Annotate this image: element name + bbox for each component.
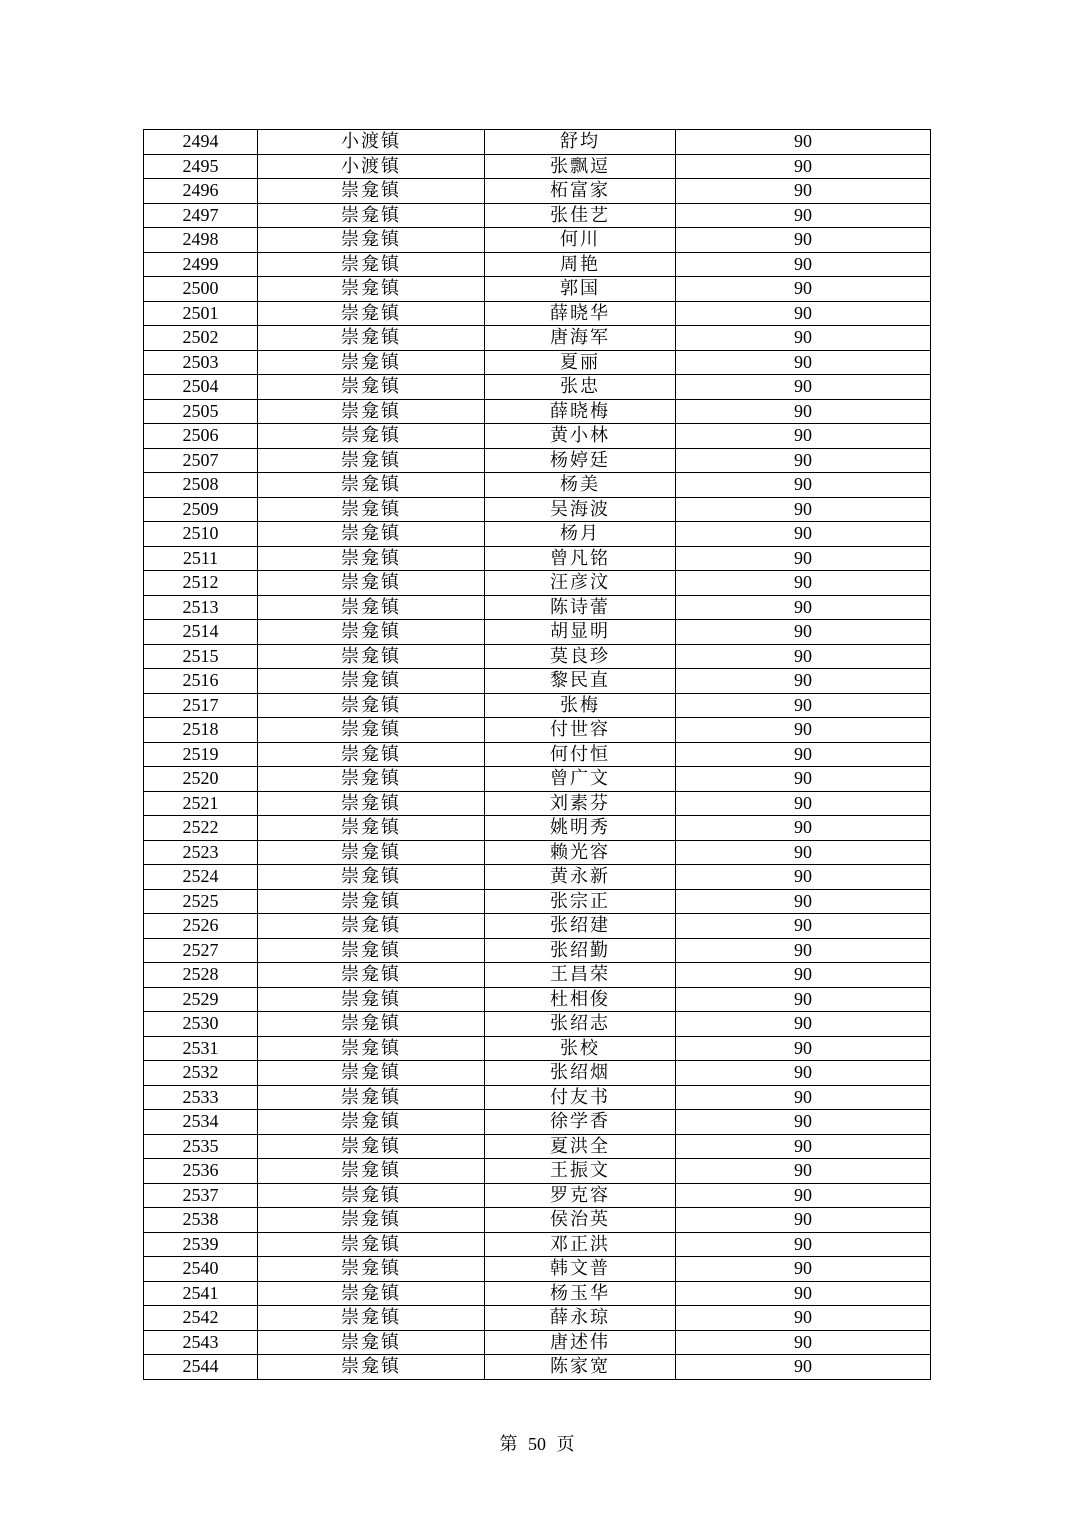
table-row: [144, 669, 931, 694]
name-cell: 张绍烟: [485, 1061, 676, 1086]
town-cell: 崇龛镇: [258, 522, 485, 547]
name-cell: 薛永琼: [485, 1306, 676, 1331]
town-cell: 崇龛镇: [258, 571, 485, 596]
town-cell: 崇龛镇: [258, 938, 485, 963]
town-cell: 崇龛镇: [258, 252, 485, 277]
name-cell: 何付恒: [485, 742, 676, 767]
table-row: [144, 840, 931, 865]
table-row: [144, 326, 931, 351]
town-cell: 崇龛镇: [258, 865, 485, 890]
name-cell: 张宗正: [485, 889, 676, 914]
serial-number-cell: 2503: [144, 350, 258, 375]
serial-number-cell: 2517: [144, 693, 258, 718]
town-cell: 崇龛镇: [258, 1012, 485, 1037]
name-cell: 曾广文: [485, 767, 676, 792]
name-cell: 莫良珍: [485, 644, 676, 669]
town-cell: 崇龛镇: [258, 1306, 485, 1331]
score-cell: 90: [676, 424, 931, 449]
score-cell: 90: [676, 546, 931, 571]
score-cell: 90: [676, 497, 931, 522]
table-row: [144, 1036, 931, 1061]
name-cell: 张佳艺: [485, 203, 676, 228]
score-cell: 90: [676, 840, 931, 865]
table-row: [144, 1061, 931, 1086]
name-cell: 张校: [485, 1036, 676, 1061]
table-row: [144, 767, 931, 792]
serial-number-cell: 2513: [144, 595, 258, 620]
table-row: [144, 203, 931, 228]
town-cell: 崇龛镇: [258, 1232, 485, 1257]
town-cell: 崇龛镇: [258, 301, 485, 326]
table-row: [144, 1134, 931, 1159]
town-cell: 崇龛镇: [258, 1183, 485, 1208]
score-cell: 90: [676, 399, 931, 424]
name-cell: 汪彦汶: [485, 571, 676, 596]
table-row: [144, 865, 931, 890]
table-row: [144, 1208, 931, 1233]
name-cell: 付世容: [485, 718, 676, 743]
table-row: [144, 1232, 931, 1257]
town-cell: 崇龛镇: [258, 1061, 485, 1086]
serial-number-cell: 2501: [144, 301, 258, 326]
town-cell: 崇龛镇: [258, 375, 485, 400]
name-cell: 徐学香: [485, 1110, 676, 1135]
serial-number-cell: 2519: [144, 742, 258, 767]
serial-number-cell: 2527: [144, 938, 258, 963]
score-cell: 90: [676, 669, 931, 694]
score-cell: 90: [676, 522, 931, 547]
table-row: [144, 1330, 931, 1355]
score-cell: 90: [676, 742, 931, 767]
serial-number-cell: 2520: [144, 767, 258, 792]
town-cell: 崇龛镇: [258, 644, 485, 669]
score-cell: 90: [676, 693, 931, 718]
name-cell: 杨婷廷: [485, 448, 676, 473]
table-row: [144, 1012, 931, 1037]
serial-number-cell: 2541: [144, 1281, 258, 1306]
town-cell: 崇龛镇: [258, 1281, 485, 1306]
table-row: [144, 644, 931, 669]
serial-number-cell: 2502: [144, 326, 258, 351]
serial-number-cell: 2532: [144, 1061, 258, 1086]
table-row: [144, 938, 931, 963]
town-cell: 崇龛镇: [258, 1208, 485, 1233]
table-row: [144, 179, 931, 204]
table-row: [144, 252, 931, 277]
table-row: [144, 1159, 931, 1184]
serial-number-cell: 2523: [144, 840, 258, 865]
name-cell: 姚明秀: [485, 816, 676, 841]
town-cell: 崇龛镇: [258, 889, 485, 914]
serial-number-cell: 2505: [144, 399, 258, 424]
town-cell: 小渡镇: [258, 154, 485, 179]
score-cell: 90: [676, 326, 931, 351]
name-cell: 杜相俊: [485, 987, 676, 1012]
serial-number-cell: 2531: [144, 1036, 258, 1061]
name-cell: 唐述伟: [485, 1330, 676, 1355]
serial-number-cell: 2508: [144, 473, 258, 498]
serial-number-cell: 2514: [144, 620, 258, 645]
town-cell: 崇龛镇: [258, 497, 485, 522]
name-cell: 黄永新: [485, 865, 676, 890]
table-row: [144, 791, 931, 816]
score-cell: 90: [676, 301, 931, 326]
serial-number-cell: 2543: [144, 1330, 258, 1355]
roster-table-body: [144, 130, 931, 1380]
name-cell: 夏丽: [485, 350, 676, 375]
serial-number-cell: 2496: [144, 179, 258, 204]
score-cell: 90: [676, 620, 931, 645]
serial-number-cell: 2539: [144, 1232, 258, 1257]
table-row: [144, 228, 931, 253]
score-cell: 90: [676, 1036, 931, 1061]
score-cell: 90: [676, 350, 931, 375]
name-cell: 张忠: [485, 375, 676, 400]
town-cell: 崇龛镇: [258, 767, 485, 792]
town-cell: 崇龛镇: [258, 742, 485, 767]
name-cell: 张飘逗: [485, 154, 676, 179]
name-cell: 何川: [485, 228, 676, 253]
name-cell: 张绍建: [485, 914, 676, 939]
table-row: [144, 497, 931, 522]
table-row: [144, 301, 931, 326]
table-row: [144, 473, 931, 498]
town-cell: 崇龛镇: [258, 987, 485, 1012]
serial-number-cell: 2511: [144, 546, 258, 571]
table-row: [144, 620, 931, 645]
table-row: [144, 742, 931, 767]
town-cell: 崇龛镇: [258, 1085, 485, 1110]
town-cell: 崇龛镇: [258, 791, 485, 816]
score-cell: 90: [676, 448, 931, 473]
score-cell: 90: [676, 1159, 931, 1184]
table-row: [144, 1085, 931, 1110]
serial-number-cell: 2504: [144, 375, 258, 400]
score-cell: 90: [676, 154, 931, 179]
score-cell: 90: [676, 252, 931, 277]
table-row: [144, 1183, 931, 1208]
score-cell: 90: [676, 228, 931, 253]
town-cell: 崇龛镇: [258, 963, 485, 988]
town-cell: 崇龛镇: [258, 326, 485, 351]
town-cell: 崇龛镇: [258, 718, 485, 743]
town-cell: 崇龛镇: [258, 669, 485, 694]
table-row: [144, 718, 931, 743]
serial-number-cell: 2506: [144, 424, 258, 449]
serial-number-cell: 2512: [144, 571, 258, 596]
table-row: [144, 595, 931, 620]
serial-number-cell: 2540: [144, 1257, 258, 1282]
serial-number-cell: 2495: [144, 154, 258, 179]
name-cell: 郭国: [485, 277, 676, 302]
serial-number-cell: 2538: [144, 1208, 258, 1233]
serial-number-cell: 2500: [144, 277, 258, 302]
table-row: [144, 1110, 931, 1135]
town-cell: 崇龛镇: [258, 693, 485, 718]
table-row: [144, 1355, 931, 1380]
score-cell: 90: [676, 644, 931, 669]
table-row: [144, 154, 931, 179]
serial-number-cell: 2533: [144, 1085, 258, 1110]
score-cell: 90: [676, 473, 931, 498]
table-row: [144, 448, 931, 473]
name-cell: 黄小林: [485, 424, 676, 449]
name-cell: 周艳: [485, 252, 676, 277]
score-cell: 90: [676, 816, 931, 841]
score-cell: 90: [676, 791, 931, 816]
score-cell: 90: [676, 1085, 931, 1110]
town-cell: 崇龛镇: [258, 448, 485, 473]
table-row: [144, 277, 931, 302]
score-cell: 90: [676, 865, 931, 890]
score-cell: 90: [676, 595, 931, 620]
town-cell: 小渡镇: [258, 130, 485, 155]
table-row: [144, 375, 931, 400]
table-row: [144, 1281, 931, 1306]
score-cell: 90: [676, 1208, 931, 1233]
table-row: [144, 1306, 931, 1331]
town-cell: 崇龛镇: [258, 203, 485, 228]
page-number: 50: [528, 1434, 546, 1454]
name-cell: 罗克容: [485, 1183, 676, 1208]
name-cell: 王振文: [485, 1159, 676, 1184]
score-cell: 90: [676, 938, 931, 963]
score-cell: 90: [676, 203, 931, 228]
serial-number-cell: 2530: [144, 1012, 258, 1037]
score-cell: 90: [676, 1012, 931, 1037]
serial-number-cell: 2509: [144, 497, 258, 522]
town-cell: 崇龛镇: [258, 277, 485, 302]
table-row: [144, 522, 931, 547]
name-cell: 唐海军: [485, 326, 676, 351]
serial-number-cell: 2497: [144, 203, 258, 228]
town-cell: 崇龛镇: [258, 1110, 485, 1135]
page-number-prefix: 第: [499, 1434, 518, 1454]
table-row: [144, 350, 931, 375]
name-cell: 黎民直: [485, 669, 676, 694]
serial-number-cell: 2526: [144, 914, 258, 939]
table-row: [144, 914, 931, 939]
name-cell: 杨玉华: [485, 1281, 676, 1306]
name-cell: 夏洪全: [485, 1134, 676, 1159]
score-cell: 90: [676, 1110, 931, 1135]
name-cell: 付友书: [485, 1085, 676, 1110]
name-cell: 张绍勤: [485, 938, 676, 963]
roster-table: [143, 129, 931, 1380]
serial-number-cell: 2498: [144, 228, 258, 253]
serial-number-cell: 2518: [144, 718, 258, 743]
table-row: [144, 889, 931, 914]
serial-number-cell: 2542: [144, 1306, 258, 1331]
serial-number-cell: 2510: [144, 522, 258, 547]
serial-number-cell: 2507: [144, 448, 258, 473]
score-cell: 90: [676, 571, 931, 596]
score-cell: 90: [676, 179, 931, 204]
score-cell: 90: [676, 1355, 931, 1380]
serial-number-cell: 2515: [144, 644, 258, 669]
table-row: [144, 987, 931, 1012]
table-row: [144, 546, 931, 571]
table-row: [144, 130, 931, 155]
score-cell: 90: [676, 987, 931, 1012]
name-cell: 韩文普: [485, 1257, 676, 1282]
score-cell: 90: [676, 718, 931, 743]
name-cell: 王昌荣: [485, 963, 676, 988]
town-cell: 崇龛镇: [258, 473, 485, 498]
serial-number-cell: 2536: [144, 1159, 258, 1184]
name-cell: 胡显明: [485, 620, 676, 645]
town-cell: 崇龛镇: [258, 1330, 485, 1355]
table-row: [144, 424, 931, 449]
serial-number-cell: 2499: [144, 252, 258, 277]
table-row: [144, 1257, 931, 1282]
page-number-suffix: 页: [556, 1434, 575, 1454]
town-cell: 崇龛镇: [258, 1355, 485, 1380]
town-cell: 崇龛镇: [258, 424, 485, 449]
score-cell: 90: [676, 1306, 931, 1331]
name-cell: 杨月: [485, 522, 676, 547]
town-cell: 崇龛镇: [258, 179, 485, 204]
name-cell: 杨美: [485, 473, 676, 498]
name-cell: 柘富家: [485, 179, 676, 204]
name-cell: 赖光容: [485, 840, 676, 865]
name-cell: 薛晓梅: [485, 399, 676, 424]
serial-number-cell: 2516: [144, 669, 258, 694]
town-cell: 崇龛镇: [258, 399, 485, 424]
town-cell: 崇龛镇: [258, 546, 485, 571]
score-cell: 90: [676, 1183, 931, 1208]
name-cell: 薛晓华: [485, 301, 676, 326]
serial-number-cell: 2525: [144, 889, 258, 914]
score-cell: 90: [676, 1257, 931, 1282]
name-cell: 曾凡铭: [485, 546, 676, 571]
name-cell: 刘素芬: [485, 791, 676, 816]
page-footer: [0, 1430, 1074, 1456]
score-cell: 90: [676, 963, 931, 988]
score-cell: 90: [676, 889, 931, 914]
town-cell: 崇龛镇: [258, 1134, 485, 1159]
serial-number-cell: 2535: [144, 1134, 258, 1159]
name-cell: 吴海波: [485, 497, 676, 522]
name-cell: 陈家宽: [485, 1355, 676, 1380]
town-cell: 崇龛镇: [258, 350, 485, 375]
town-cell: 崇龛镇: [258, 620, 485, 645]
serial-number-cell: 2494: [144, 130, 258, 155]
town-cell: 崇龛镇: [258, 816, 485, 841]
score-cell: 90: [676, 1232, 931, 1257]
town-cell: 崇龛镇: [258, 1036, 485, 1061]
score-cell: 90: [676, 277, 931, 302]
score-cell: 90: [676, 1330, 931, 1355]
serial-number-cell: 2528: [144, 963, 258, 988]
score-cell: 90: [676, 130, 931, 155]
town-cell: 崇龛镇: [258, 1159, 485, 1184]
score-cell: 90: [676, 375, 931, 400]
score-cell: 90: [676, 914, 931, 939]
table-row: [144, 399, 931, 424]
score-cell: 90: [676, 767, 931, 792]
score-cell: 90: [676, 1061, 931, 1086]
town-cell: 崇龛镇: [258, 1257, 485, 1282]
name-cell: 邓正洪: [485, 1232, 676, 1257]
score-cell: 90: [676, 1281, 931, 1306]
name-cell: 张绍志: [485, 1012, 676, 1037]
name-cell: 张梅: [485, 693, 676, 718]
score-cell: 90: [676, 1134, 931, 1159]
name-cell: 舒均: [485, 130, 676, 155]
serial-number-cell: 2521: [144, 791, 258, 816]
town-cell: 崇龛镇: [258, 840, 485, 865]
serial-number-cell: 2529: [144, 987, 258, 1012]
town-cell: 崇龛镇: [258, 595, 485, 620]
town-cell: 崇龛镇: [258, 228, 485, 253]
serial-number-cell: 2524: [144, 865, 258, 890]
table-row: [144, 816, 931, 841]
serial-number-cell: 2544: [144, 1355, 258, 1380]
serial-number-cell: 2534: [144, 1110, 258, 1135]
name-cell: 陈诗蕾: [485, 595, 676, 620]
serial-number-cell: 2537: [144, 1183, 258, 1208]
table-row: [144, 571, 931, 596]
town-cell: 崇龛镇: [258, 914, 485, 939]
table-row: [144, 963, 931, 988]
serial-number-cell: 2522: [144, 816, 258, 841]
name-cell: 侯治英: [485, 1208, 676, 1233]
table-row: [144, 693, 931, 718]
